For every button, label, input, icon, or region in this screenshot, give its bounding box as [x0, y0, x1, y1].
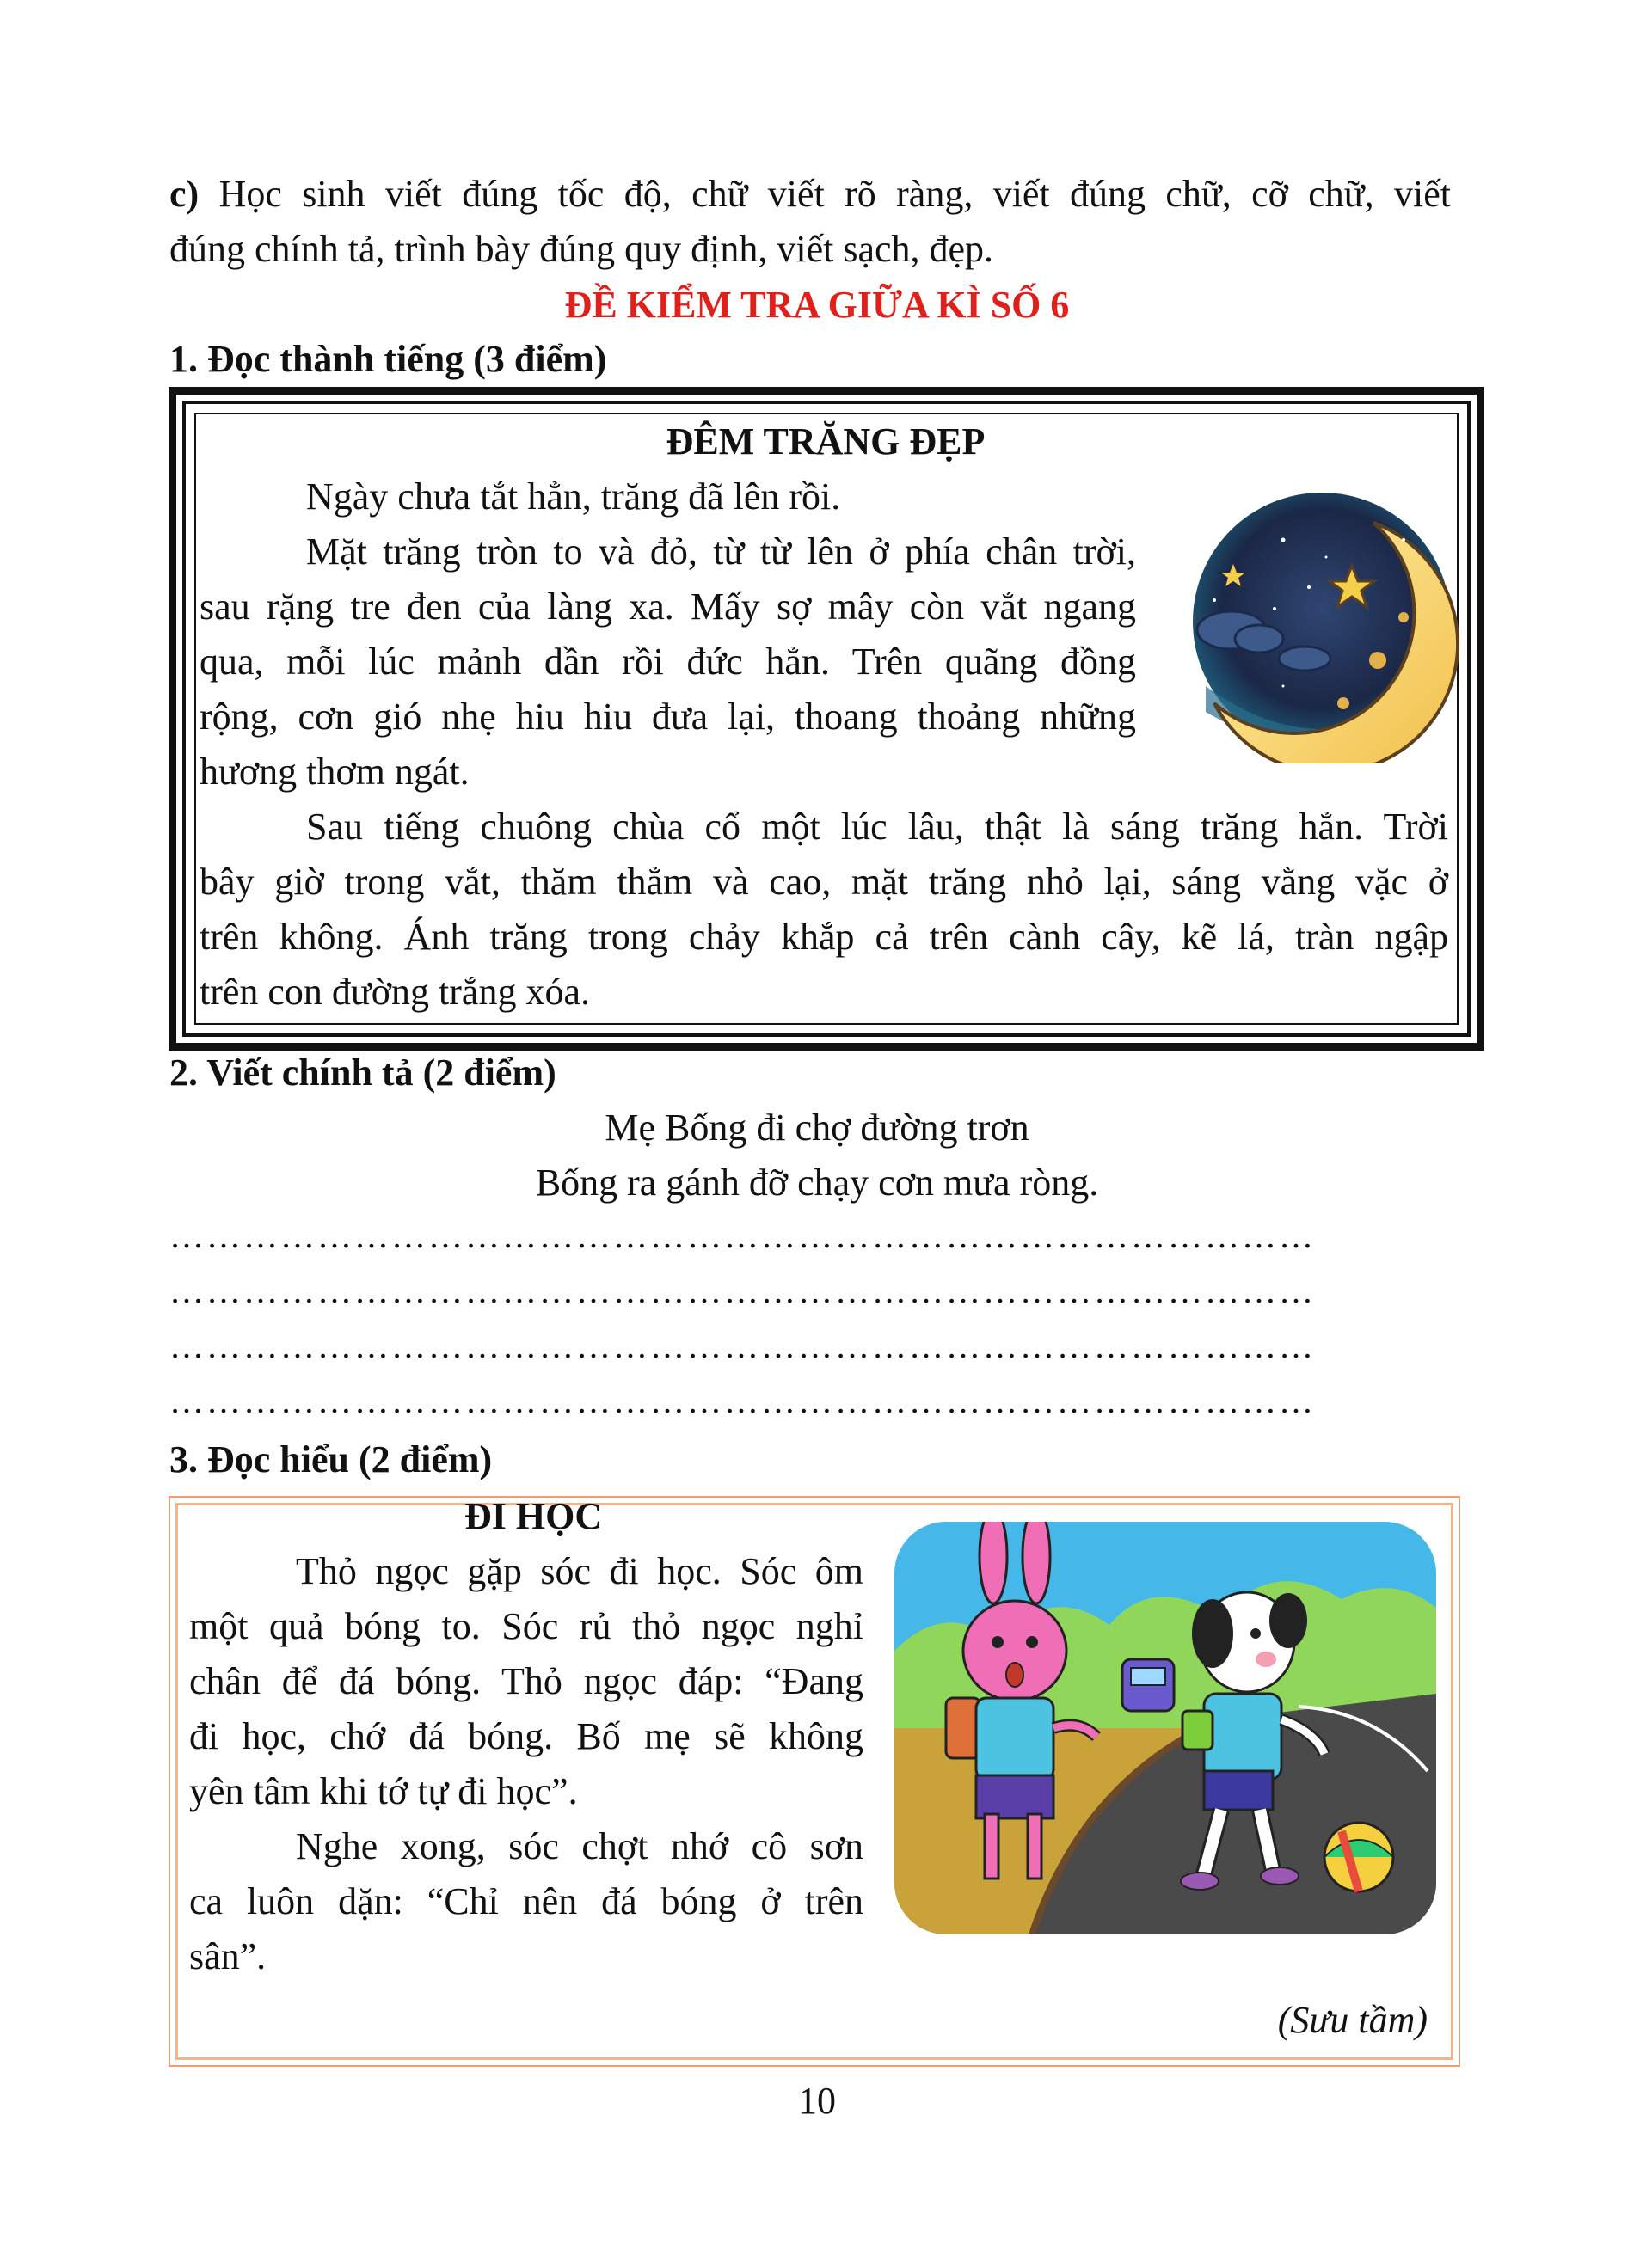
- story2-line-4: đi học, chớ đá bóng. Bố mẹ sẽ không: [189, 1715, 863, 1757]
- story1-line-3: sau rặng tre đen của làng xa. Mấy sợ mây còn vắt ngang: [200, 585, 1136, 628]
- story1-title: ĐÊM TRĂNG ĐẸP: [666, 420, 986, 463]
- source-note: (Sưu tầm): [1277, 1999, 1428, 2041]
- story2-line-8: sân”.: [189, 1935, 267, 1977]
- section3-heading: 3. Đọc hiểu (2 điểm): [169, 1438, 493, 1480]
- story1-line-10: trên con đường trắng xóa.: [200, 971, 590, 1013]
- writing-line-3: …………………………………………………………………………………: [169, 1327, 1316, 1365]
- story2-title: ĐI HỌC: [464, 1495, 603, 1537]
- story2-line-3: chân để đá bóng. Thỏ ngọc đáp: “Đang: [189, 1660, 863, 1702]
- story2-line-7: ca luôn dặn: “Chỉ nên đá bóng ở trên: [189, 1880, 863, 1922]
- intro-line-2: đúng chính tả, trình bày đúng quy định, viết sạch, đẹp.: [169, 228, 994, 270]
- rabbit-and-dog-icon: [894, 1522, 1436, 1934]
- writing-line-4: …………………………………………………………………………………: [169, 1382, 1316, 1420]
- story2-line-5: yên tâm khi tớ tự đi học”.: [189, 1770, 578, 1812]
- writing-line-2: …………………………………………………………………………………: [169, 1272, 1316, 1310]
- story2-line-2: một quả bóng to. Sóc rủ thỏ ngọc nghỉ: [189, 1605, 863, 1647]
- story1-line-2: Mặt trăng tròn to và đỏ, từ từ lên ở phía chân trời,: [306, 530, 1136, 573]
- poem-line-1: Mẹ Bống đi chợ đường trơn: [605, 1106, 1029, 1149]
- story1-line-8: bây giờ trong vắt, thăm thẳm và cao, mặt trăng nhỏ lại, sáng vằng vặc ở: [200, 861, 1448, 903]
- section1-heading: 1. Đọc thành tiếng (3 điểm): [169, 338, 607, 380]
- intro-line-1: [169, 167, 1451, 222]
- page-number: 10: [798, 2080, 836, 2122]
- story1-line-5: rộng, cơn gió nhẹ hiu hiu đưa lại, thoang thoảng những: [200, 696, 1136, 738]
- intro-label: c): [169, 173, 200, 215]
- poem-line-2: Bống ra gánh đỡ chạy cơn mưa ròng.: [535, 1162, 1099, 1204]
- intro-text-1: Học sinh viết đúng tốc độ, chữ viết rõ ràng, viết đúng chữ, cỡ chữ, viết: [218, 173, 1451, 215]
- section2-heading: 2. Viết chính tả (2 điểm): [169, 1051, 556, 1094]
- crescent-moon-icon: [1180, 488, 1464, 763]
- story2-line-1: Thỏ ngọc gặp sóc đi học. Sóc ôm: [296, 1550, 863, 1592]
- story1-line-6: hương thơm ngát.: [200, 751, 470, 793]
- story2-line-6: Nghe xong, sóc chợt nhớ cô sơn: [296, 1825, 863, 1867]
- story1-line-4: qua, mỗi lúc mảnh dần rồi đức hẳn. Trên quãng đồng: [200, 641, 1136, 683]
- story1-line-1: Ngày chưa tắt hẳn, trăng đã lên rồi.: [306, 475, 841, 518]
- story1-line-9: trên không. Ánh trăng trong chảy khắp cả trên cành cây, kẽ lá, tràn ngập: [200, 916, 1448, 958]
- writing-line-1: …………………………………………………………………………………: [169, 1217, 1316, 1255]
- exam-title: ĐỀ KIỂM TRA GIỮA KÌ SỐ 6: [564, 284, 1070, 326]
- story1-line-7: Sau tiếng chuông chùa cổ một lúc lâu, thật là sáng trăng hẳn. Trời: [306, 806, 1448, 848]
